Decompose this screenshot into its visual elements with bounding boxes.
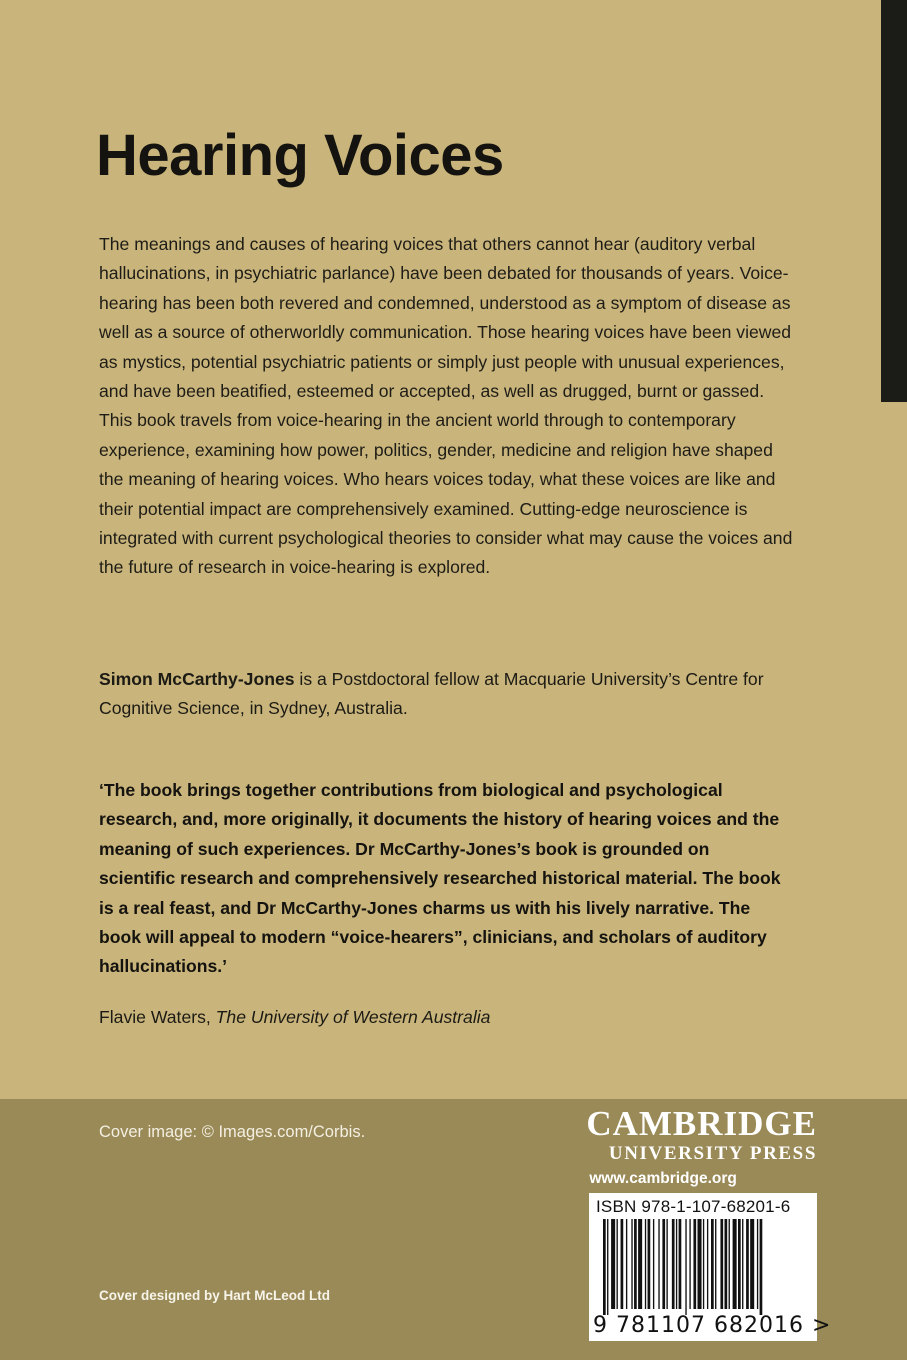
barcode-bar [638, 1219, 642, 1309]
endorsement-attribution [99, 1003, 490, 1032]
author-bio [99, 665, 799, 724]
endorser-name: Flavie Waters, [99, 1007, 216, 1027]
author-bio-text: is a Postdoctoral fellow at Macquarie University’s Centre for Cognitive Science, in Sydney, Australia. [99, 669, 764, 719]
barcode-bar [693, 1219, 696, 1309]
barcode-digits: 9 781107 682016 > [593, 1313, 832, 1338]
barcode-bar [621, 1219, 624, 1309]
barcode-bar [676, 1219, 677, 1309]
barcode-bar [662, 1219, 665, 1309]
endorser-affiliation: The University of Western Australia [215, 1007, 491, 1027]
barcode-bar [729, 1219, 730, 1309]
barcode-bar [711, 1219, 714, 1309]
publisher-url: www.cambridge.org [589, 1170, 737, 1187]
barcode-bar [742, 1219, 743, 1309]
isbn-barcode-box [589, 1193, 832, 1341]
publisher-name: CAMBRIDGE [586, 1104, 817, 1143]
barcode-bar [725, 1219, 728, 1309]
barcode-bar [603, 1219, 606, 1315]
barcode-bar [666, 1219, 667, 1309]
barcode-bar [720, 1219, 723, 1309]
barcode-bar [685, 1219, 686, 1315]
barcode-bar [750, 1219, 754, 1309]
barcode-bar [679, 1219, 682, 1309]
barcode-bar [626, 1219, 627, 1309]
endorsement-quote: ‘The book brings together contributions from biological and psychological research, and, more originally, it documents the history of hearing voices and the meaning of such experiences. Dr McCarthy-Jones’s book is grounded on scientific research and comprehensively researched historical material. The book is a real feast, and Dr McCarthy-Jones charms us with his lively narrative. The book will appeal to modern “voice-hearers”, clinicians, and scholars of auditory hallucinations.’ [99, 780, 781, 977]
barcode-bar [634, 1219, 637, 1309]
barcode-bar [607, 1219, 608, 1315]
barcode-bar [707, 1219, 708, 1309]
barcode-bar [760, 1219, 763, 1315]
spine-bar [881, 0, 907, 402]
barcode-bar [672, 1219, 675, 1309]
barcode-bar [715, 1219, 716, 1309]
barcode-bar [617, 1219, 618, 1309]
barcode-bar [631, 1219, 632, 1309]
author-name: Simon McCarthy-Jones [99, 669, 295, 689]
barcode-bar [653, 1219, 654, 1309]
barcode-bar [611, 1219, 615, 1309]
barcode-bar [648, 1219, 651, 1309]
barcode-bar [738, 1219, 741, 1309]
barcode-bar [757, 1219, 758, 1309]
barcode-icon [603, 1219, 803, 1315]
cover-designer-credit: Cover designed by Hart McLeod Ltd [99, 1288, 331, 1303]
barcode-bar [703, 1219, 704, 1309]
barcode-bar [658, 1219, 659, 1309]
book-description: The meanings and causes of hearing voices that others cannot hear (auditory verbal hallucinations, in psychiatric parlance) have been debated for thousands of years. Voice-hearing has been both revered and condemned, understood as a symptom of disease as well as a source of otherworldly communication. Those hearing voices have been viewed as mystics, potential psychiatric patients or simply just people with unusual experiences, and have been beatified, esteemed or accepted, as well as drugged, burnt or gassed. This book travels from voice-hearing in the ancient world through to contemporary experience, examining how power, politics, gender, medicine and religion have shaped the meaning of hearing voices. Who hears voices today, what these voices are like and their potential impact are comprehensively examined. Cutting-edge neuroscience is integrated with current psychological theories to consider what may cause the voices and the future of research in voice-hearing is explored. [99, 234, 793, 578]
barcode-bar [733, 1219, 737, 1309]
publisher-subtitle: UNIVERSITY PRESS [608, 1143, 817, 1164]
barcode-bar [689, 1219, 690, 1309]
barcode-bar [746, 1219, 749, 1309]
isbn-label: ISBN 978-1-107-68201-6 [596, 1197, 791, 1216]
cover-image-credit: Cover image: © Images.com/Corbis. [99, 1123, 366, 1141]
barcode-bar [645, 1219, 646, 1309]
barcode-bar [698, 1219, 702, 1309]
publisher-logo [586, 1106, 817, 1192]
book-title: Hearing Voices [96, 123, 504, 188]
